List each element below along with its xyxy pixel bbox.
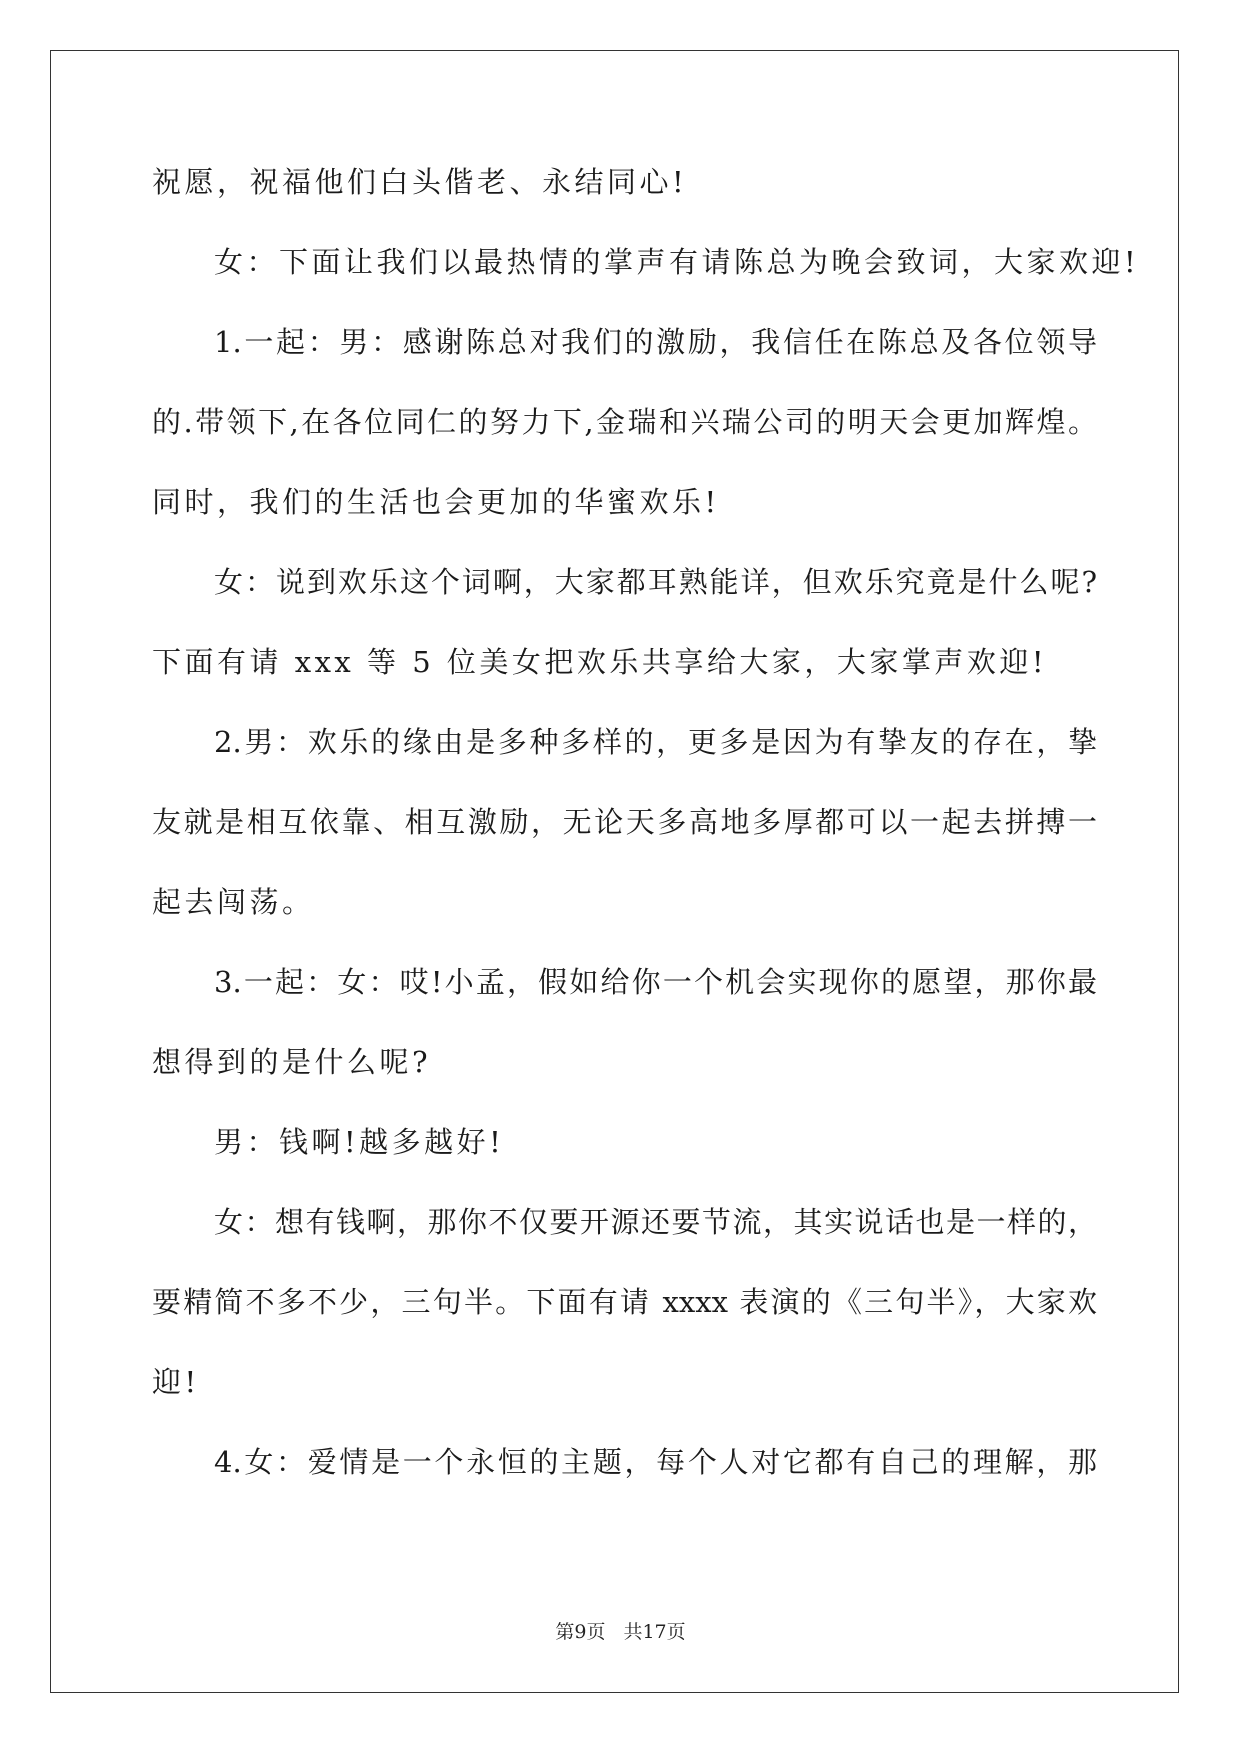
text-line: 女：下面让我们以最热情的掌声有请陈总为晚会致词，大家欢迎! [214,245,1140,279]
text-line: 想得到的是什么呢? [152,1045,432,1079]
text-line: 女：想有钱啊，那你不仅要开源还要节流，其实说话也是一样的， [214,1205,1097,1239]
text-line: 男：钱啊!越多越好! [214,1125,505,1159]
total-page-count: 共17页 [623,1621,686,1643]
text-line: 起去闯荡。 [152,885,315,919]
text-line: 要精简不多不少，三句半。下面有请 xxxx 表演的《三句半》，大家欢 [152,1285,1097,1319]
text-line: 下面有请 xxx 等 5 位美女把欢乐共享给大家，大家掌声欢迎! [152,645,1048,679]
page-footer [0,1617,1241,1644]
text-line: 3.一起：女：哎!小孟，假如给你一个机会实现你的愿望，那你最 [214,965,1097,999]
text-line: 迎! [152,1365,200,1399]
document-body [152,164,1140,1524]
text-line: 同时，我们的生活也会更加的华蜜欢乐! [152,485,720,519]
text-line: 祝愿，祝福他们白头偕老、永结同心! [152,165,688,199]
current-page-number: 第9页 [555,1621,606,1643]
text-line: 2.男：欢乐的缘由是多种多样的，更多是因为有挚友的存在，挚 [214,725,1097,759]
text-line: 女：说到欢乐这个词啊，大家都耳熟能详，但欢乐究竟是什么呢? [214,565,1097,599]
text-line: 4.女：爱情是一个永恒的主题，每个人对它都有自己的理解，那 [214,1445,1097,1479]
text-line: 友就是相互依靠、相互激励，无论天多高地多厚都可以一起去拼搏一 [152,805,1097,839]
text-line: 的.带领下,在各位同仁的努力下,金瑞和兴瑞公司的明天会更加辉煌。 [152,405,1097,439]
text-line: 1.一起：男：感谢陈总对我们的激励，我信任在陈总及各位领导 [214,325,1097,359]
